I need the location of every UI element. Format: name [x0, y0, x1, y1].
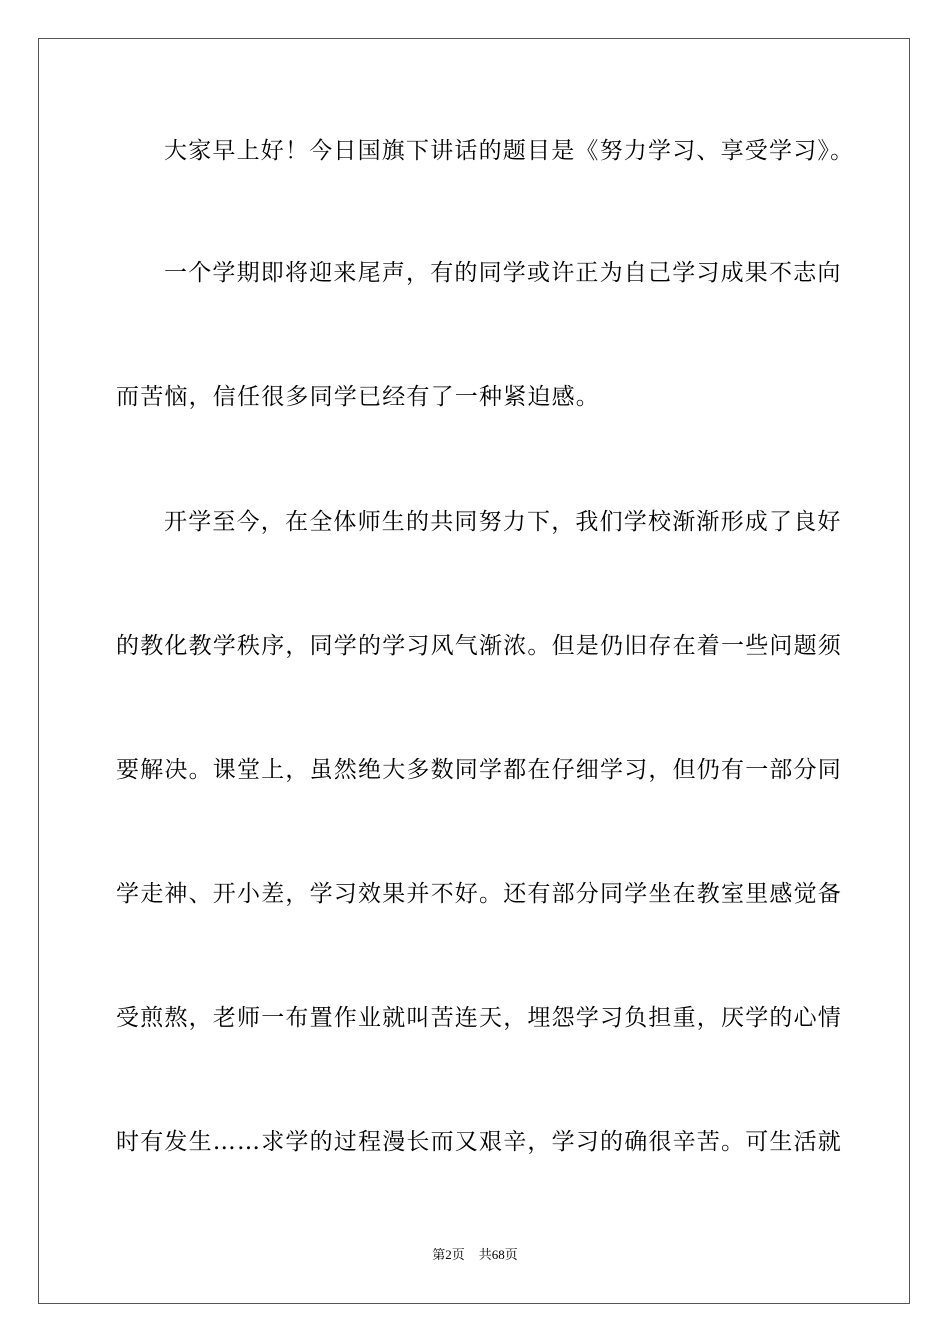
- footer-total-suffix: 页: [504, 1248, 518, 1263]
- footer-page-prefix: 第: [432, 1248, 446, 1263]
- footer-page-suffix: 页: [451, 1248, 465, 1263]
- text-line-6: 要解决。课堂上，虽然绝大多数同学都在仔细学习，但仍有一部分同: [116, 757, 842, 783]
- footer-page-number: 2: [445, 1247, 452, 1262]
- text-line-5: 的教化教学秩序，同学的学习风气渐浓。但是仍旧存在着一些问题须: [116, 633, 842, 659]
- text-line-7: 学走神、开小差，学习效果并不好。还有部分同学坐在教室里感觉备: [116, 881, 842, 907]
- text-line-8: 受煎熬，老师一布置作业就叫苦连天，埋怨学习负担重，厌学的心情: [116, 1005, 842, 1031]
- page-border: [38, 38, 910, 1304]
- text-line-3: 而苦恼，信任很多同学已经有了一种紧迫感。: [116, 384, 600, 410]
- text-line-2: 一个学期即将迎来尾声，有的同学或许正为自己学习成果不志向: [164, 260, 842, 286]
- text-line-9: 时有发生……求学的过程漫长而又艰辛，学习的确很辛苦。可生活就: [116, 1129, 842, 1155]
- text-line-1: 大家早上好！今日国旗下讲话的题目是《努力学习、享受学习》。: [164, 138, 855, 164]
- text-line-4: 开学至今，在全体师生的共同努力下，我们学校渐渐形成了良好: [164, 509, 842, 535]
- footer-total-prefix: 共: [478, 1248, 492, 1263]
- page-footer: [0, 1246, 950, 1265]
- footer-total-pages: 68: [491, 1247, 505, 1262]
